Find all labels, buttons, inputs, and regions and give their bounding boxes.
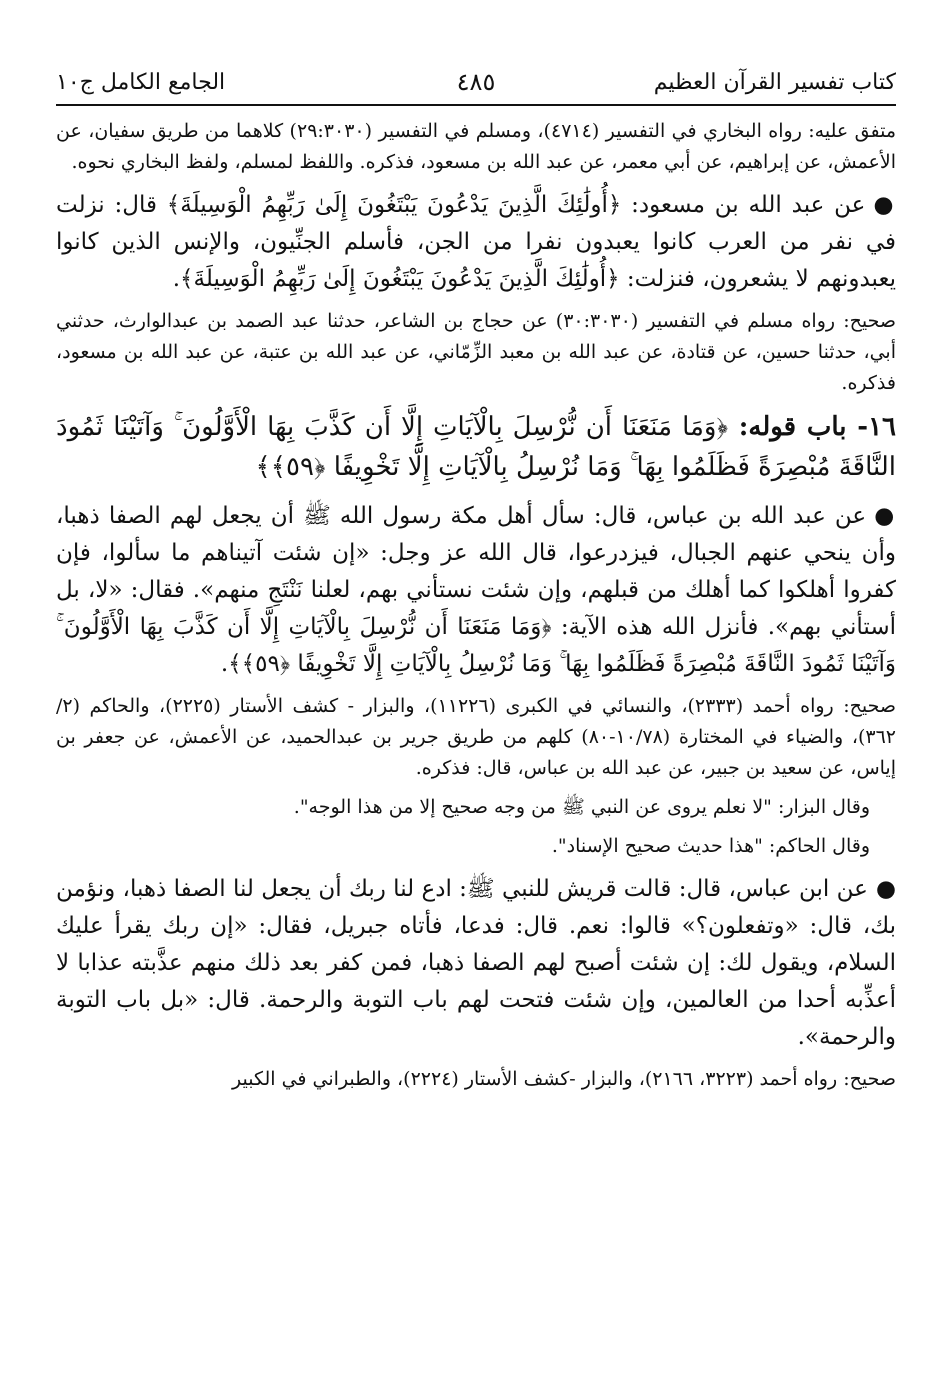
page-content (56, 116, 896, 1095)
page-number: ٤٨٥ (456, 68, 496, 96)
bullet-icon: ● (875, 875, 896, 902)
takhrij-note: صحيح: رواه مسلم في التفسير (٣٠:٣٠٣٠) عن حجاج بن الشاعر، حدثنا عبد الصمد بن عبدالوارث، حدثني أبي، حدثنا حسين، عن قتادة، عن عبد الله بن معبد الزِّمّاني، عن عبد الله بن عتبة، عن عبد الله بن مسعود، فذكره. (56, 310, 896, 394)
bullet-icon: ● (874, 502, 896, 529)
takhrij-note: متفق عليه: رواه البخاري في التفسير (٤٧١٤)، ومسلم في التفسير (٢٩:٣٠٣٠) كلاهما من طريق سفيان، عن الأعمش، عن إبراهيم، عن أبي معمر، عن عبد الله بن مسعود، فذكره. واللفظ لمسلم، ولفظ البخاري نحوه. (56, 120, 897, 173)
hadith-paragraph (56, 497, 896, 683)
volume-label: الجامع الكامل ج١٠ (56, 70, 226, 95)
takhrij-note: صحيح: رواه أحمد (٣٢٢٣، ٢١٦٦)، والبزار -كشف الأستار (٢٢٢٤)، والطبراني في الكبير (232, 1068, 896, 1090)
takhrij-note: صحيح: رواه أحمد (٢٣٣٣)، والنسائي في الكبرى (١١٢٢٦)، والبزار - كشف الأستار (٢٢٢٥)، والحاكم (٢/ ٣٦٢)، والضياء في المختارة (١٠/٧٨-٨٠) كلهم من طريق جرير بن عبدالحميد، عن الأعمش، عن جعفر بن إياس، عن سعيد بن جبير، عن عبد الله بن عباس، قال: فذكره. (56, 695, 897, 779)
hadith-text: عن عبد الله بن عباس، قال: سأل أهل مكة رسول الله ﷺ أن يجعل لهم الصفا ذهبا، وأن ينحي عنهم الجبال، فيزدرعوا، قال الله عز وجل: «إن شئت آتيناهم ما سألوا، فإن كفروا أهلكوا كما أهلك من قبلهم، وإن شئت نستأني بهم، لعلنا نَنْتَجِ منهم». فقال: «لا، بل أستأني بهم». فأنزل الله هذه الآية: ﴿وَمَا مَنَعَنَا أَن نُّرْسِلَ بِالْآيَاتِ إِلَّا أَن كَذَّبَ بِهَا الْأَوَّلُونَ ۚ وَآتَيْنَا ثَمُودَ النَّاقَةَ مُبْصِرَةً فَظَلَمُوا بِهَا ۚ وَمَا نُرْسِلُ بِالْآيَاتِ إِلَّا تَخْوِيفًا ﴿٥٩﴾﴾. (56, 503, 896, 677)
book-page (56, 60, 896, 1103)
book-title: كتاب تفسير القرآن العظيم (653, 70, 896, 95)
page-header (56, 60, 896, 106)
scholar-comment: وقال البزار: "لا نعلم يروى عن النبي ﷺ من وجه صحيح إلا من هذا الوجه". (293, 796, 870, 818)
chapter-heading (56, 407, 896, 487)
hadith-text: عن عبد الله بن مسعود: ﴿أُولَٰئِكَ الَّذِينَ يَدْعُونَ يَبْتَغُونَ إِلَىٰ رَبِّهِمُ الْوَسِيلَةَ﴾ قال: نزلت في نفر من العرب كانوا يعبدون نفرا من الجن، فأسلم الجنِّيون، والإنس الذين كانوا يعبدونهم لا يشعرون، فنزلت: ﴿أُولَٰئِكَ الَّذِينَ يَدْعُونَ يَبْتَغُونَ إِلَىٰ رَبِّهِمُ الْوَسِيلَةَ﴾. (56, 192, 896, 292)
scholar-comment: وقال الحاكم: "هذا حديث صحيح الإسناد". (551, 835, 870, 857)
bullet-icon: ● (873, 191, 896, 218)
hadith-paragraph (56, 870, 896, 1056)
hadith-paragraph (56, 186, 896, 298)
hadith-text: عن ابن عباس، قال: قالت قريش للنبي ﷺ: ادع لنا ربك أن يجعل لنا الصفا ذهبا، ونؤمن بك، قال: «وتفعلون؟» قالوا: نعم. قال: فدعا، فأتاه جبريل، فقال: «إن ربك يقرأ عليك السلام، ويقول لك: إن شئت أصبح لهم الصفا ذهبا، فمن كفر بعد ذلك منهم عذَّبته عذابا لا أعذِّبه أحدا من العالمين، وإن شئت فتحت لهم باب التوبة والرحمة. قال: «بل باب التوبة والرحمة». (56, 876, 896, 1050)
chapter-verse: ﴿وَمَا مَنَعَنَا أَن نُّرْسِلَ بِالْآيَاتِ إِلَّا أَن كَذَّبَ بِهَا الْأَوَّلُونَ ۚ وَآتَيْنَا ثَمُودَ النَّاقَةَ مُبْصِرَةً فَظَلَمُوا بِهَا ۚ وَمَا نُرْسِلُ بِالْآيَاتِ إِلَّا تَخْوِيفًا ﴿٥٩﴾﴾ (56, 412, 896, 482)
chapter-number: ١٦- باب قوله: (738, 412, 897, 442)
